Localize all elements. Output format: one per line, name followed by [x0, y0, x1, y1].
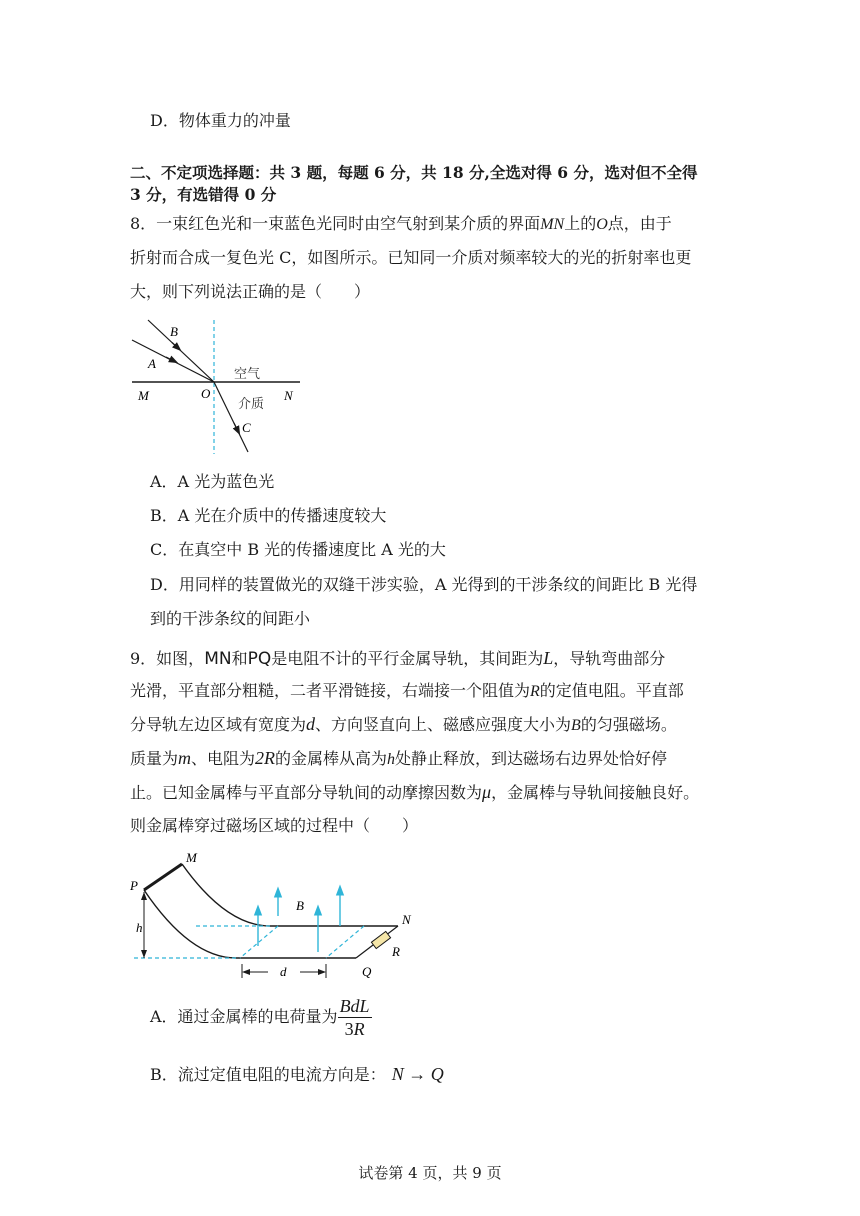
arrow-b [172, 343, 178, 349]
arrow-a [166, 357, 174, 361]
label-b: B [170, 324, 178, 339]
q9-stem-line4 [130, 741, 667, 777]
q9-m: m [178, 748, 192, 768]
label-o: O [201, 386, 211, 401]
section-2-heading-line1: 二、不定项选择题：共 3 题，每题 6 分，共 18 分,全选对得 6 分，选对但不全得 [130, 163, 698, 182]
label-air: 空气 [234, 366, 261, 381]
q9-stem-line6: 则金属棒穿过磁场区域的过程中（ ） [130, 816, 419, 835]
q7-option-d: D．物体重力的冲量 [150, 111, 291, 130]
q8-text: 上的 [564, 214, 597, 233]
fraction-denominator [343, 1018, 367, 1040]
q9-text: 是电阻不计的平行金属导轨，其间距为 [271, 649, 544, 668]
q9-text: 光滑，平直部分粗糙，二者平滑链接，右端接一个阻值为 [130, 681, 531, 700]
section-2-heading [130, 162, 740, 206]
field-dash-left [240, 926, 278, 958]
label-d: d [280, 964, 287, 979]
q8-o: O [596, 216, 608, 233]
q8-stem-line3: 大，则下列说法正确的是（ ） [130, 282, 371, 301]
q8-text: 点，由于 [607, 214, 672, 233]
ray-b [148, 320, 214, 382]
label-n: N [402, 912, 411, 927]
q9-l: L [543, 648, 554, 668]
q8-stem-line2: 折射而合成一复色光 C，如图所示。已知同一介质对频率较大的光的折射率也更 [130, 248, 692, 267]
q9-option-b [150, 1057, 444, 1092]
ray-c [214, 382, 248, 452]
q9-text: 的金属棒从高为 [275, 749, 388, 768]
q9-text: ，导轨弯曲部分 [553, 649, 666, 668]
q9-text: ，金属棒与导轨间接触良好。 [491, 783, 700, 802]
q8-option-d-line1: D．用同样的装置做光的双缝干涉实验，A 光得到的干涉条纹的间距比 B 光得 [150, 575, 698, 594]
q9-r: R [530, 683, 540, 700]
field-dash-right [326, 926, 364, 958]
q8-option-b: B．A 光在介质中的传播速度较大 [150, 506, 387, 525]
q9-stem-line3 [130, 707, 677, 743]
q9-option-b-text: B．流过定值电阻的电流方向是： [150, 1065, 386, 1084]
q8-option-c: C．在真空中 B 光的传播速度比 A 光的大 [150, 540, 446, 559]
q9-mu: μ [482, 782, 492, 802]
label-m: M [186, 850, 197, 865]
q9-text: 9．如图， [130, 649, 205, 668]
label-a: A [148, 356, 156, 371]
q8-text: 8．一束红色光和一束蓝色光同时由空气射到某介质的界面 [130, 214, 541, 233]
q9-text: 的定值电阻。平直部 [539, 681, 684, 700]
q8-option-a: A．A 光为蓝色光 [150, 472, 275, 491]
q9-pq: PQ [247, 649, 272, 669]
q9-text: 、电阻为 [191, 749, 256, 768]
q9-option-a-fraction [338, 995, 372, 1040]
label-q: Q [362, 964, 372, 979]
q9-text: 和 [231, 649, 248, 668]
q8-option-d-line2: 到的干涉条纹的间距小 [150, 609, 311, 628]
q9-mn: MN [204, 649, 232, 669]
q9-option-b-expr: N → Q [391, 1064, 444, 1084]
label-b: B [296, 898, 304, 913]
q9-stem-line1 [130, 641, 665, 676]
q9-text: 的匀强磁场。 [580, 715, 677, 734]
q9-text: 分导轨左边区域有宽度为 [130, 715, 307, 734]
arrow-c [234, 423, 238, 431]
q9-h: h [387, 751, 396, 768]
q8-stem-line1 [130, 207, 672, 242]
label-p: P [130, 878, 138, 893]
label-c: C [242, 420, 251, 435]
q9-option-a [150, 992, 372, 1042]
label-n: N [284, 388, 293, 403]
page-footer: 试卷第 4 页，共 9 页 [358, 1164, 502, 1182]
q8-refraction-figure [128, 316, 308, 458]
label-r: R [392, 944, 400, 959]
rail-mn [182, 864, 398, 926]
label-medium: 介质 [238, 396, 265, 411]
q9-b: B [571, 717, 581, 734]
fraction-numerator: BdL [339, 995, 370, 1016]
q9-stem-line5 [130, 775, 699, 810]
q8-mn: MN [540, 216, 565, 233]
fraction-den-var: R [353, 1018, 365, 1039]
q9-option-a-text: A．通过金属棒的电荷量为 [150, 1007, 338, 1026]
q9-stem-line2 [130, 674, 684, 709]
q9-rail-figure [128, 846, 428, 986]
label-m: M [138, 388, 149, 403]
q9-2r: 2R [255, 748, 276, 768]
q9-text: 质量为 [130, 749, 179, 768]
label-h: h [136, 920, 143, 935]
q9-text: 处静止释放，到达磁场右边界处恰好停 [395, 749, 668, 768]
resistor [371, 931, 390, 948]
metal-rod [144, 864, 182, 890]
q9-d: d [306, 714, 316, 734]
section-2-heading-line2: 3 分，有选错得 0 分 [130, 185, 277, 204]
fraction-den-coef: 3 [344, 1018, 354, 1039]
q9-text: 、方向竖直向上、磁感应强度大小为 [315, 715, 572, 734]
rail-pq [144, 890, 356, 958]
q9-text: 止。已知金属棒与平直部分导轨间的动摩擦因数为 [130, 783, 483, 802]
